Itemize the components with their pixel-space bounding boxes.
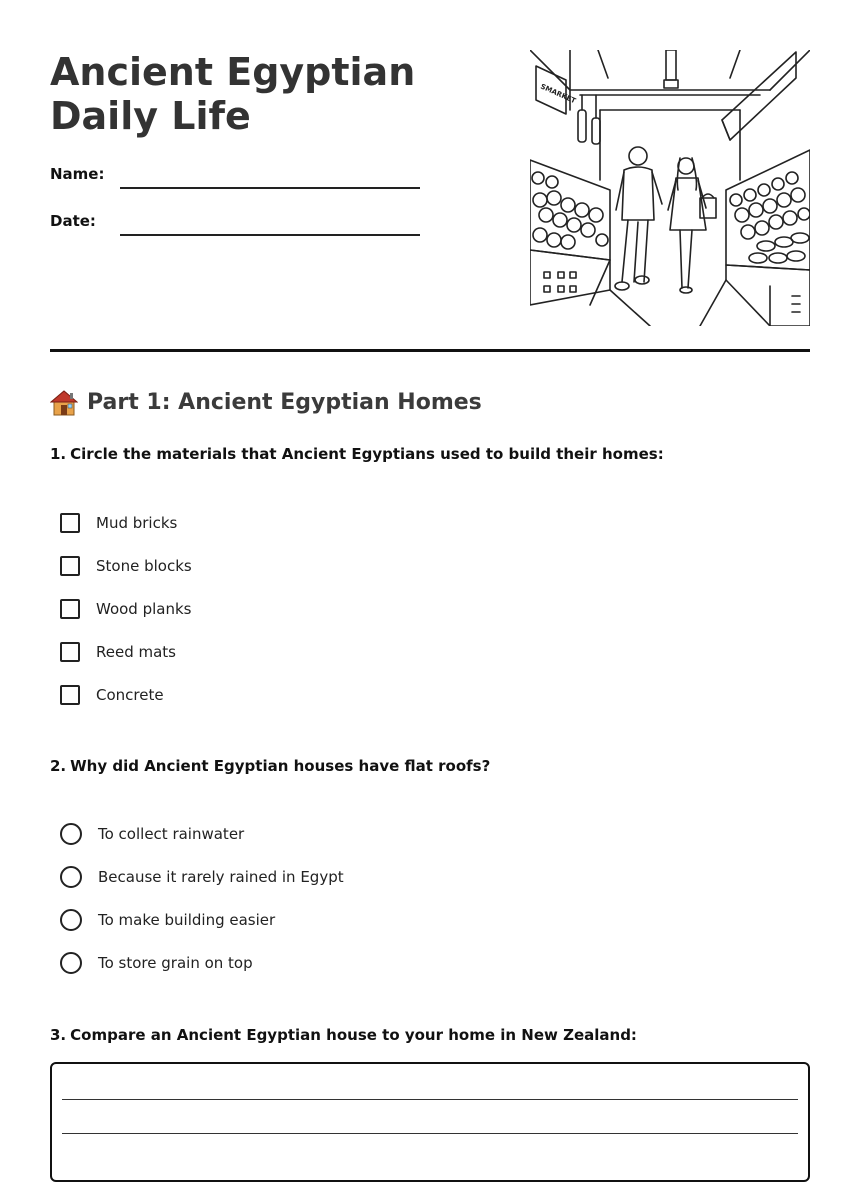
radio-button[interactable] [60,823,82,845]
q1-option-reed-mats[interactable] [60,640,176,664]
checkbox[interactable] [60,685,80,705]
question-1-text: Circle the materials that Ancient Egyptians used to build their homes: [70,445,664,463]
section-title-part-1 [50,386,482,420]
worksheet-page [50,0,810,1161]
q2-option-rainwater[interactable] [60,822,244,846]
q3-answer-box[interactable] [50,1062,810,1182]
name-label: Name: [50,165,105,183]
market-illustration [530,50,810,326]
page-title: Ancient Egyptian Daily Life [50,50,416,138]
q1-option-concrete[interactable] [60,683,164,707]
q1-option-wood-planks[interactable] [60,597,192,621]
question-2-number: 2. [50,757,67,775]
house-icon [50,389,78,417]
question-3-text: Compare an Ancient Egyptian house to your home in New Zealand: [70,1026,637,1044]
question-3 [50,1025,637,1045]
option-label: Mud bricks [96,514,178,532]
date-field[interactable] [120,234,420,236]
question-2-text: Why did Ancient Egyptian houses have flat roofs? [70,757,491,775]
option-label: Because it rarely rained in Egypt [98,868,344,886]
checkbox[interactable] [60,642,80,662]
radio-button[interactable] [60,952,82,974]
radio-button[interactable] [60,866,82,888]
date-label: Date: [50,212,96,230]
option-label: To store grain on top [98,954,253,972]
q2-option-store-grain[interactable] [60,951,253,975]
q2-option-rarely-rained[interactable] [60,865,344,889]
question-1 [50,444,664,464]
radio-button[interactable] [60,909,82,931]
checkbox[interactable] [60,513,80,533]
answer-line [62,1133,798,1134]
option-label: Reed mats [96,643,176,661]
market-sign-text: SMARKET [539,82,577,106]
header-divider [50,349,810,352]
option-label: Concrete [96,686,164,704]
answer-line [62,1099,798,1100]
q1-option-mud-bricks[interactable] [60,511,177,535]
option-label: To collect rainwater [98,825,245,843]
name-field[interactable] [120,187,420,189]
question-2 [50,756,490,776]
checkbox[interactable] [60,556,80,576]
checkbox[interactable] [60,599,80,619]
option-label: Wood planks [96,600,192,618]
section-title-text: Part 1: Ancient Egyptian Homes [87,390,482,415]
question-1-number: 1. [50,445,67,463]
option-label: Stone blocks [96,557,192,575]
q1-option-stone-blocks[interactable] [60,554,192,578]
q2-option-building-easier[interactable] [60,908,275,932]
option-label: To make building easier [98,911,276,929]
question-3-number: 3. [50,1026,67,1044]
